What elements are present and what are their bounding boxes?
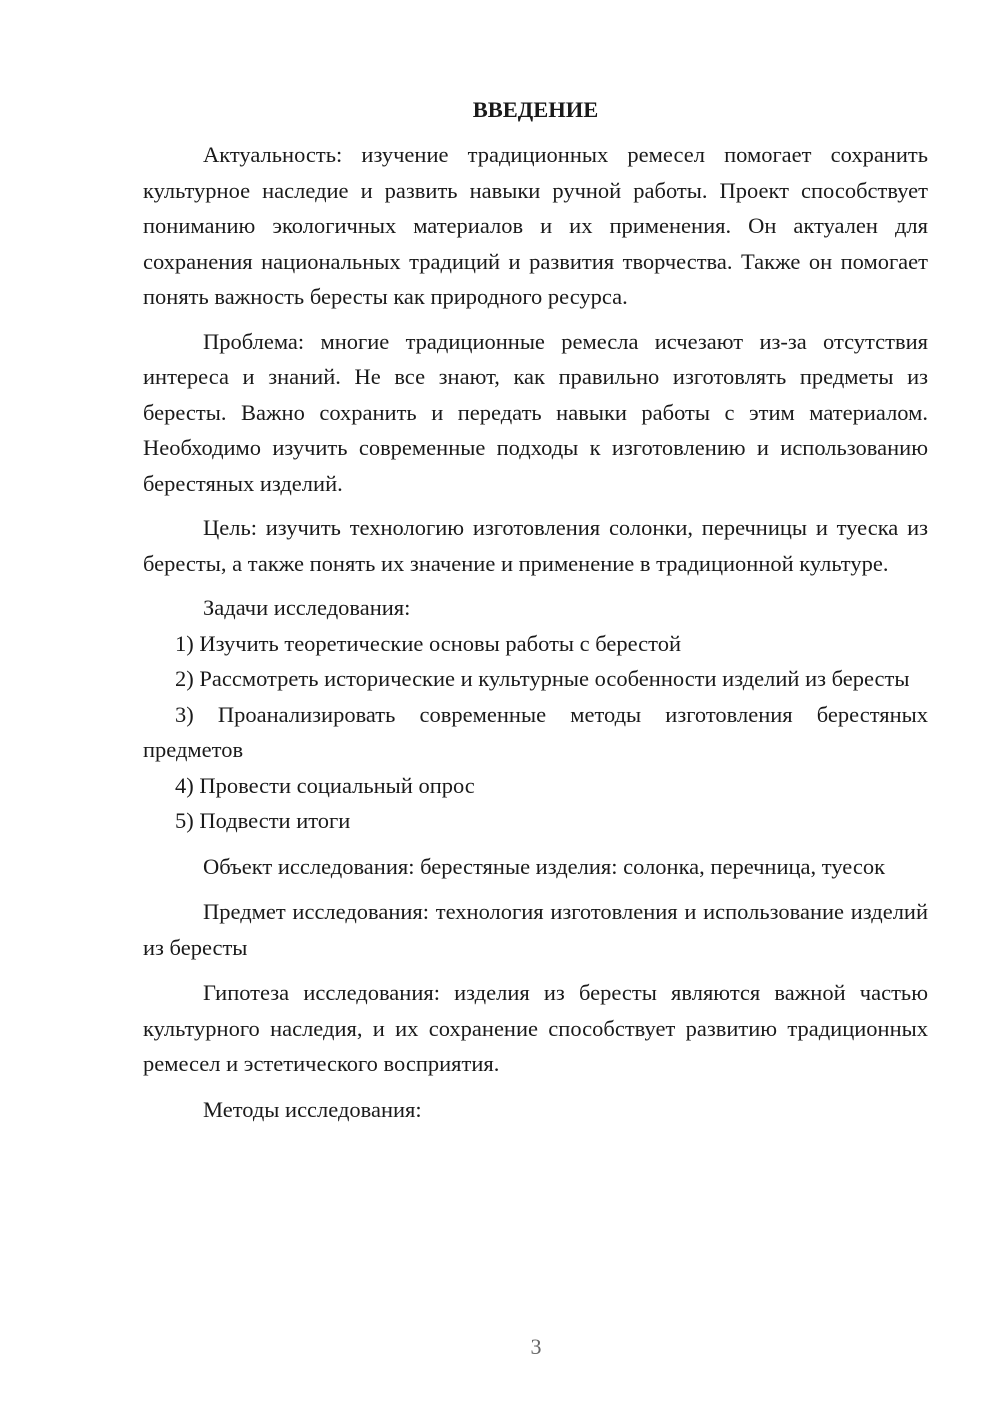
hypothesis-paragraph: Гипотеза исследования: изделия из бересты являются важной частью культурного наследия, и их сохранение способствует развитию традиционных ремесел и эстетического восприятия.: [143, 980, 928, 1076]
object-paragraph: Объект исследования: берестяные изделия: солонка, перечница, туесок: [203, 853, 885, 879]
task-item: 5) Подвести итоги: [175, 808, 351, 833]
section-title: ВВЕДЕНИЕ: [472, 97, 599, 122]
task-item: 1) Изучить теоретические основы работы с берестой: [175, 630, 681, 656]
relevance-paragraph: Актуальность: изучение традиционных ремесел помогает сохранить культурное наследие и развить навыки ручной работы. Проект способствует пониманию экологичных материалов и их применения. Он актуален для сохранения национальных традиций и развития творчества. Также он помогает понять важность бересты как природного ресурса.: [143, 142, 928, 309]
document-body: [143, 92, 928, 1127]
task-item: 3) Проанализировать современные методы изготовления берестяных предметов: [143, 701, 928, 762]
page-number: 3: [530, 1334, 542, 1359]
tasks-heading: Задачи исследования:: [203, 595, 411, 620]
problem-paragraph: Проблема: многие традиционные ремесла исчезают из-за отсутствия интереса и знаний. Не все знают, как правильно изготовлять предметы из бересты. Важно сохранить и передать навыки работы с этим материалом. Необходимо изучить современные подходы к изготовлению и использованию берестяных изделий.: [143, 328, 928, 496]
task-item: 2) Рассмотреть исторические и культурные особенности изделий из бересты: [175, 666, 910, 691]
task-item: 4) Провести социальный опрос: [175, 772, 475, 798]
goal-paragraph: Цель: изучить технологию изготовления солонки, перечницы и туеска из бересты, а также понять их значение и применение в традиционной культуре.: [143, 515, 928, 576]
methods-heading: Методы исследования:: [203, 1096, 422, 1122]
subject-paragraph: Предмет исследования: технология изготовления и использование изделий из бересты: [143, 899, 928, 960]
